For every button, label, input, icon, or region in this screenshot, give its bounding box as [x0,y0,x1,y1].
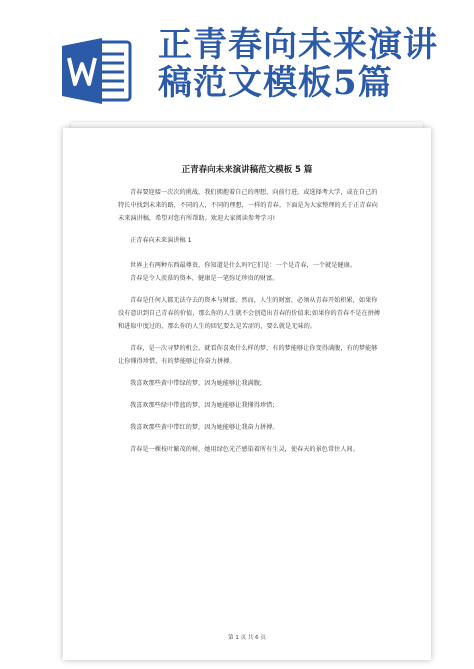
document-title: 正青春向未来演讲稿范文模板 5 篇 [181,165,313,175]
banner-title [158,26,458,102]
banner-title-line-1: 正青春向未来演讲 [158,25,438,65]
paragraph: 青春是任何人都无法夺去的资本与财富。然而，人生的财富，必须从青春开始积累，如果你没有意识到自己青春的价值，那么你的人生就不会创造出青春的价值来;如果你的青春不是在拼搏和进取中度过的，那么你的人生的回忆要么是苦涩的，要么就是无味的。 [118,297,380,330]
paragraph: 青春是一棵枝叶繁茂的树，她用绿色光芒感染着所有生灵，使春天的景色常住人间。 [130,446,359,453]
paragraph: 世界上有两种东西最尊贵，你知道是什么吗?它们是：一个是青春，一个就是健康。 [130,262,357,269]
banner [0,0,474,110]
paragraph: 青春，是一次寻梦的机会。就看你喜欢什么样的梦，有的梦能够让你变得满腹，有的梦能够让你懂得珍惜，有的梦能够让你奋力拼搏。 [118,345,378,365]
banner-title-line-2: 稿范文模板5篇 [158,63,393,103]
paragraph-intro: 青春要迎接一次次的挑战，我们拥抱着自己的理想，向前行进，或选择考大学，或在自己的特长中找到未来的路，不同的人，不同的理想，一样的青春。下面是为大家整理的关于正青春向未来演讲稿，希望对您有所帮助。欢迎大家阅读参考学习! [118,189,378,222]
paragraph: 我喜欢那些黄中带绿的梦，因为她能够让我满腹; [130,380,263,387]
paragraph: 我喜欢那些绿中带蓝的梦，因为她能够让我懂得珍惜; [130,402,275,409]
document-body [118,186,381,465]
section-heading: 正青春向未来演讲稿 1 [130,237,192,244]
word-document-icon [62,38,132,104]
paragraph: 我喜欢那些黄中带红的梦，因为她能够让我奋力拼搏。 [130,424,279,431]
paragraph: 青春是令人羡慕的资本，健康是一笔弥足珍贵的财富。 [130,275,279,282]
document-page [63,128,431,660]
page-number: 第 1 页 共 6 页 [228,635,266,641]
